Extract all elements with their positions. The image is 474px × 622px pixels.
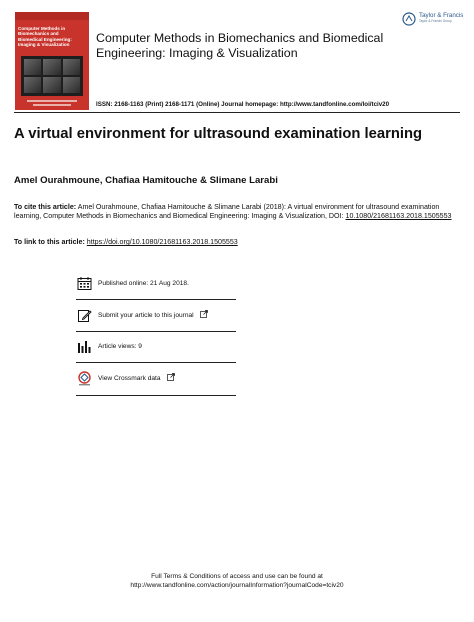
citation-label: To cite this article: <box>14 203 77 211</box>
published-date: Published online: 21 Aug 2018. <box>98 279 189 287</box>
cover-title: Computer Methods in Biomechanics and Biomedical Engineering: Imaging & Visualization <box>18 26 72 48</box>
crossmark-icon <box>76 370 92 386</box>
citation-block <box>14 203 454 222</box>
bar-chart-icon <box>76 338 92 354</box>
article-authors: Amel Ourahmoune, Chafiaa Hamitouche & Slimane Larabi <box>14 175 278 186</box>
citation-text: Amel Ourahmoune, Chafiaa Hamitouche & Slimane Larabi (2018): A virtual environment for ultrasound examination learning, Computer Methods in Biomechanics and Biomedical Engineering: Imaging & Visualization, DOI: <box>14 203 440 221</box>
issn-line[interactable]: ISSN: 2168-1163 (Print) 2168-1171 (Online) Journal homepage: http://www.tandfonline.com/loi/tciv20 <box>96 101 390 108</box>
external-link-icon <box>167 373 175 383</box>
edit-icon <box>76 307 92 323</box>
footer-terms-text: Full Terms & Conditions of access and use can be found at <box>151 573 323 580</box>
submit-row[interactable] <box>76 305 236 325</box>
publisher-tagline: Taylor & Francis Group <box>419 19 452 23</box>
journal-title: Computer Methods in Biomechanics and Biomedical Engineering: Imaging & Visualization <box>96 31 384 60</box>
views-row <box>76 336 236 356</box>
publisher-logo <box>402 12 468 34</box>
cover-editor-line <box>33 104 71 106</box>
cover-header-band <box>15 12 89 20</box>
journal-cover <box>15 12 89 110</box>
publisher-logo-icon <box>402 12 416 26</box>
published-row <box>76 273 236 293</box>
footer-terms-link[interactable]: http://www.tandfonline.com/action/journalInformation?journalCode=tciv20 <box>130 581 344 589</box>
info-divider <box>76 299 236 300</box>
link-label: To link to this article: <box>14 238 85 246</box>
info-divider <box>76 331 236 332</box>
publisher-name: Taylor & Francis <box>419 12 464 19</box>
header-divider <box>14 112 460 113</box>
cover-editor-line <box>27 100 77 102</box>
info-divider <box>76 362 236 363</box>
article-link-line <box>14 238 238 246</box>
info-divider <box>76 395 236 396</box>
crossmark-link[interactable]: View Crossmark data <box>98 374 161 382</box>
calendar-icon <box>76 275 92 291</box>
submit-article-link[interactable]: Submit your article to this journal <box>98 311 194 319</box>
article-doi-link[interactable]: https://doi.org/10.1080/21681163.2018.1505553 <box>86 238 238 246</box>
footer <box>0 573 474 590</box>
external-link-icon <box>200 310 208 320</box>
article-views: Article views: 9 <box>98 342 142 350</box>
crossmark-row[interactable] <box>76 368 236 388</box>
citation-doi-link[interactable]: 10.1080/21681163.2018.1505553 <box>345 212 452 221</box>
cover-image <box>21 56 83 96</box>
article-title: A virtual environment for ultrasound examination learning <box>14 126 423 142</box>
